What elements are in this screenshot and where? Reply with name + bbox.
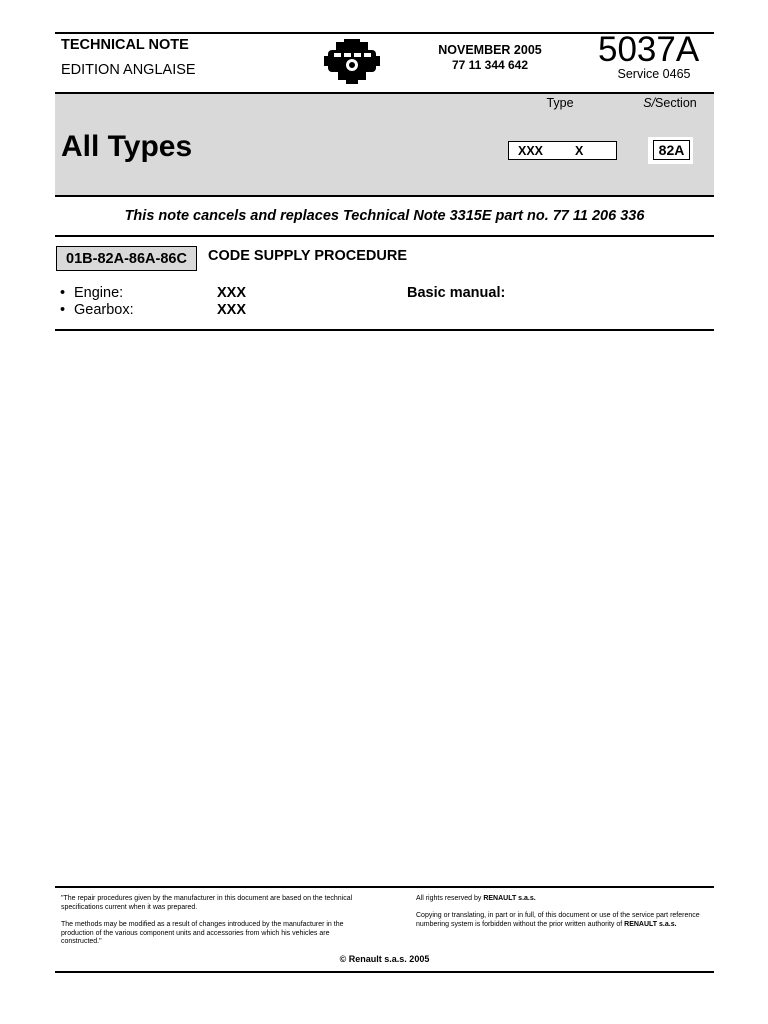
edition: EDITION ANGLAISE [61,62,196,78]
type-label: Type [546,96,574,110]
copying-owner: RENAULT s.a.s. [624,920,677,928]
band-rule [55,195,714,197]
procedure-title: CODE SUPPLY PROCEDURE [208,248,408,264]
procedure-codes: 01B-82A-86A-86C [56,246,197,271]
cancel-note: This note cancels and replaces Technical Note 3315E part no. 77 11 206 336 [124,208,645,224]
rights-prefix: All rights reserved by [416,895,484,902]
bullet-icon: • [60,302,66,318]
section-label-prefix: S/ [643,96,656,110]
copying-statement [416,912,706,929]
section-label [638,96,702,110]
type-variant: X [575,143,584,158]
rights-owner: RENAULT s.a.s. [483,895,536,902]
disclaimer-paragraph-2: The methods may be modified as a result of changes introduced by the manufacturer in the production of the various component units and accessories from which his vehicles are constructed." [61,921,344,945]
note-part-number: 77 11 344 642 [451,58,529,72]
disclaimer-paragraph-1: "The repair procedures given by the manufacturer in this document are based on the technical specifications current when it was prepared. [61,895,353,911]
gearbox-value: XXX [217,302,247,318]
engine-label: Engine: [74,285,124,301]
bullet-icon: • [60,285,66,301]
copyright: © Renault s.a.s. 2005 [339,954,430,964]
note-date: NOVEMBER 2005 [438,43,542,57]
engine-icon [324,38,380,84]
cancel-rule [55,235,714,237]
gearbox-label: Gearbox: [74,302,134,318]
vehicle-types-title: All Types [61,130,193,163]
type-code: XXX [518,143,544,158]
note-type: TECHNICAL NOTE [61,37,189,53]
basic-manual-label: Basic manual: [407,285,506,301]
footer-bottom-rule [55,971,714,973]
footer-top-rule [55,886,714,888]
section-label-text: Section [655,96,697,110]
specs-rule [55,329,714,331]
type-code-box [508,141,617,160]
engine-value: XXX [217,285,247,301]
copying-text: Copying or translating, in part or in full, of this document or use of the service part reference numbering system is forbidden without the prior written authority of [416,912,700,928]
section-code-box: 82A [653,140,690,160]
rights-statement [416,895,706,904]
note-number: 5037A [598,30,700,69]
service-number: Service 0465 [617,67,691,81]
